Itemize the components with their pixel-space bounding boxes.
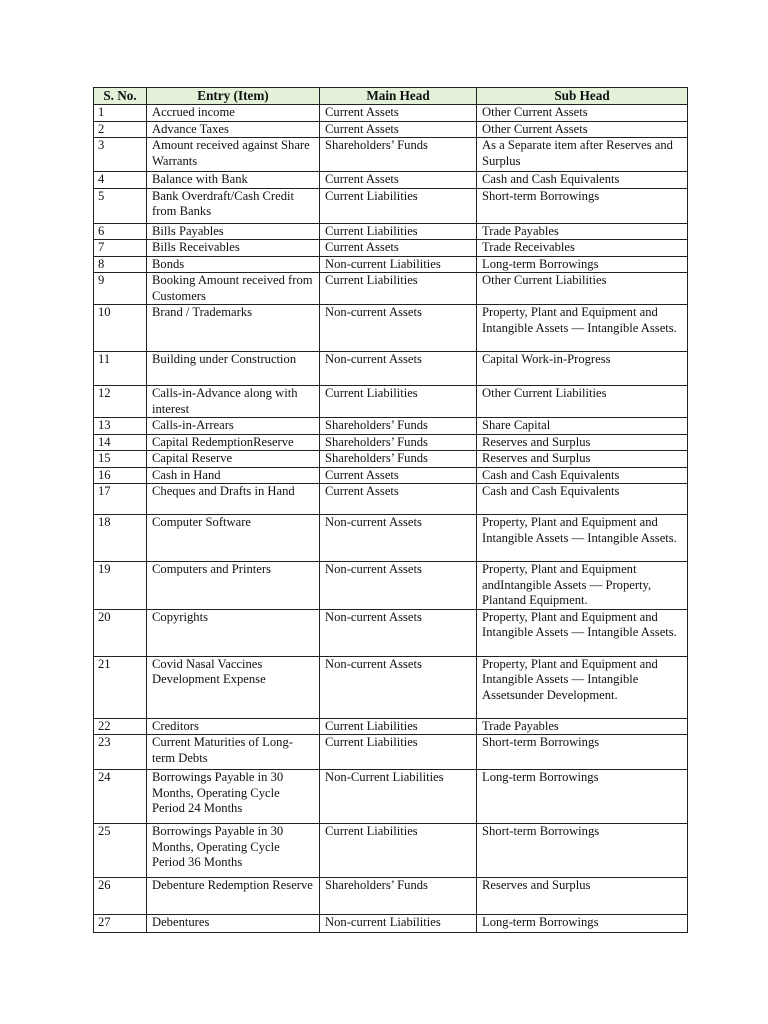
table-row [94, 172, 688, 189]
table-row [94, 138, 688, 172]
cell-sno: 12 [94, 386, 147, 418]
cell-main-head: Shareholders’ Funds [320, 451, 477, 468]
cell-sno: 24 [94, 770, 147, 824]
table-row [94, 824, 688, 878]
table-row [94, 467, 688, 484]
cell-sno: 15 [94, 451, 147, 468]
cell-entry: Covid Nasal Vaccines Development Expense [147, 656, 320, 718]
cell-entry: Creditors [147, 718, 320, 735]
cell-sub-head: Trade Receivables [477, 240, 688, 257]
table-row [94, 305, 688, 352]
cell-sno: 27 [94, 915, 147, 933]
table-row [94, 352, 688, 386]
cell-entry: Calls-in-Advance along with interest [147, 386, 320, 418]
cell-entry: Cash in Hand [147, 467, 320, 484]
cell-sno: 4 [94, 172, 147, 189]
cell-main-head: Current Assets [320, 121, 477, 138]
cell-sno: 7 [94, 240, 147, 257]
cell-entry: Brand / Trademarks [147, 305, 320, 352]
cell-sub-head: Property, Plant and Equipment and Intangible Assets — Intangible Assets. [477, 305, 688, 352]
cell-sub-head: Trade Payables [477, 223, 688, 240]
cell-main-head: Non-current Assets [320, 305, 477, 352]
table-row [94, 770, 688, 824]
cell-entry: Computer Software [147, 515, 320, 562]
table-row [94, 240, 688, 257]
cell-main-head: Shareholders’ Funds [320, 418, 477, 435]
cell-main-head: Current Liabilities [320, 735, 477, 770]
table-row [94, 609, 688, 656]
cell-entry: Bank Overdraft/Cash Credit from Banks [147, 188, 320, 223]
cell-sno: 20 [94, 609, 147, 656]
table-row [94, 273, 688, 305]
cell-sub-head: Property, Plant and Equipment andIntangible Assets — Property, Plantand Equipment. [477, 562, 688, 610]
cell-entry: Debenture Redemption Reserve [147, 878, 320, 915]
cell-sub-head: Property, Plant and Equipment and Intangible Assets — Intangible Assetsunder Development. [477, 656, 688, 718]
table-body [94, 105, 688, 933]
cell-entry: Current Maturities of Long-term Debts [147, 735, 320, 770]
table-row [94, 105, 688, 122]
cell-sno: 1 [94, 105, 147, 122]
cell-main-head: Current Assets [320, 484, 477, 515]
cell-sub-head: Reserves and Surplus [477, 451, 688, 468]
cell-main-head: Current Liabilities [320, 824, 477, 878]
classification-table [93, 87, 688, 933]
table-row [94, 418, 688, 435]
cell-sno: 26 [94, 878, 147, 915]
cell-sub-head: Other Current Liabilities [477, 273, 688, 305]
header-main-head: Main Head [320, 88, 477, 105]
cell-sno: 3 [94, 138, 147, 172]
cell-entry: Advance Taxes [147, 121, 320, 138]
cell-main-head: Shareholders’ Funds [320, 138, 477, 172]
cell-main-head: Non-current Assets [320, 656, 477, 718]
cell-sno: 2 [94, 121, 147, 138]
cell-entry: Bills Receivables [147, 240, 320, 257]
table-row [94, 451, 688, 468]
cell-sub-head: Other Current Assets [477, 105, 688, 122]
cell-entry: Calls-in-Arrears [147, 418, 320, 435]
cell-entry: Borrowings Payable in 30 Months, Operating Cycle Period 36 Months [147, 824, 320, 878]
cell-entry: Capital RedemptionReserve [147, 434, 320, 451]
cell-entry: Borrowings Payable in 30 Months, Operating Cycle Period 24 Months [147, 770, 320, 824]
cell-sno: 18 [94, 515, 147, 562]
cell-sub-head: Property, Plant and Equipment and Intangible Assets — Intangible Assets. [477, 609, 688, 656]
cell-sno: 19 [94, 562, 147, 610]
cell-sub-head: Capital Work-in-Progress [477, 352, 688, 386]
cell-sub-head: Trade Payables [477, 718, 688, 735]
cell-main-head: Non-current Assets [320, 515, 477, 562]
header-sub-head: Sub Head [477, 88, 688, 105]
table-row [94, 188, 688, 223]
cell-sub-head: Reserves and Surplus [477, 878, 688, 915]
cell-sub-head: Short-term Borrowings [477, 735, 688, 770]
cell-sub-head: Property, Plant and Equipment and Intangible Assets — Intangible Assets. [477, 515, 688, 562]
cell-entry: Capital Reserve [147, 451, 320, 468]
cell-main-head: Non-current Liabilities [320, 256, 477, 273]
cell-main-head: Current Liabilities [320, 386, 477, 418]
cell-entry: Amount received against Share Warrants [147, 138, 320, 172]
cell-sno: 6 [94, 223, 147, 240]
cell-main-head: Current Assets [320, 172, 477, 189]
cell-sno: 16 [94, 467, 147, 484]
table-row [94, 121, 688, 138]
cell-sub-head: Short-term Borrowings [477, 188, 688, 223]
cell-sub-head: Other Current Liabilities [477, 386, 688, 418]
cell-sno: 13 [94, 418, 147, 435]
table-row [94, 386, 688, 418]
table-row [94, 718, 688, 735]
cell-sub-head: Cash and Cash Equivalents [477, 172, 688, 189]
cell-sub-head: As a Separate item after Reserves and Surplus [477, 138, 688, 172]
cell-entry: Booking Amount received from Customers [147, 273, 320, 305]
cell-main-head: Non-current Liabilities [320, 915, 477, 933]
cell-sno: 17 [94, 484, 147, 515]
cell-entry: Copyrights [147, 609, 320, 656]
cell-entry: Bills Payables [147, 223, 320, 240]
cell-main-head: Current Assets [320, 105, 477, 122]
cell-entry: Building under Construction [147, 352, 320, 386]
table-row [94, 484, 688, 515]
cell-main-head: Current Assets [320, 240, 477, 257]
table-row [94, 878, 688, 915]
cell-sub-head: Short-term Borrowings [477, 824, 688, 878]
cell-main-head: Current Liabilities [320, 273, 477, 305]
table-row [94, 256, 688, 273]
table-row [94, 735, 688, 770]
table-row [94, 562, 688, 610]
cell-entry: Cheques and Drafts in Hand [147, 484, 320, 515]
cell-main-head: Non-current Assets [320, 562, 477, 610]
cell-sno: 25 [94, 824, 147, 878]
cell-main-head: Current Liabilities [320, 188, 477, 223]
header-sno: S. No. [94, 88, 147, 105]
cell-sno: 22 [94, 718, 147, 735]
cell-sno: 10 [94, 305, 147, 352]
table-row [94, 223, 688, 240]
cell-main-head: Non-current Assets [320, 352, 477, 386]
cell-main-head: Shareholders’ Funds [320, 434, 477, 451]
cell-sno: 11 [94, 352, 147, 386]
cell-entry: Computers and Printers [147, 562, 320, 610]
table-row [94, 515, 688, 562]
cell-sub-head: Long-term Borrowings [477, 915, 688, 933]
cell-main-head: Current Liabilities [320, 223, 477, 240]
cell-sub-head: Cash and Cash Equivalents [477, 484, 688, 515]
header-entry: Entry (Item) [147, 88, 320, 105]
cell-sub-head: Reserves and Surplus [477, 434, 688, 451]
cell-main-head: Shareholders’ Funds [320, 878, 477, 915]
cell-sno: 8 [94, 256, 147, 273]
cell-main-head: Current Assets [320, 467, 477, 484]
table-row [94, 434, 688, 451]
cell-sub-head: Long-term Borrowings [477, 770, 688, 824]
cell-main-head: Non-Current Liabilities [320, 770, 477, 824]
cell-main-head: Current Liabilities [320, 718, 477, 735]
cell-entry: Accrued income [147, 105, 320, 122]
table-header-row [94, 88, 688, 105]
cell-sub-head: Other Current Assets [477, 121, 688, 138]
cell-sno: 9 [94, 273, 147, 305]
table-row [94, 915, 688, 933]
cell-entry: Debentures [147, 915, 320, 933]
table-row [94, 656, 688, 718]
cell-entry: Balance with Bank [147, 172, 320, 189]
cell-sno: 5 [94, 188, 147, 223]
cell-sno: 14 [94, 434, 147, 451]
cell-sub-head: Long-term Borrowings [477, 256, 688, 273]
cell-main-head: Non-current Assets [320, 609, 477, 656]
cell-sub-head: Cash and Cash Equivalents [477, 467, 688, 484]
cell-sub-head: Share Capital [477, 418, 688, 435]
cell-entry: Bonds [147, 256, 320, 273]
cell-sno: 21 [94, 656, 147, 718]
cell-sno: 23 [94, 735, 147, 770]
